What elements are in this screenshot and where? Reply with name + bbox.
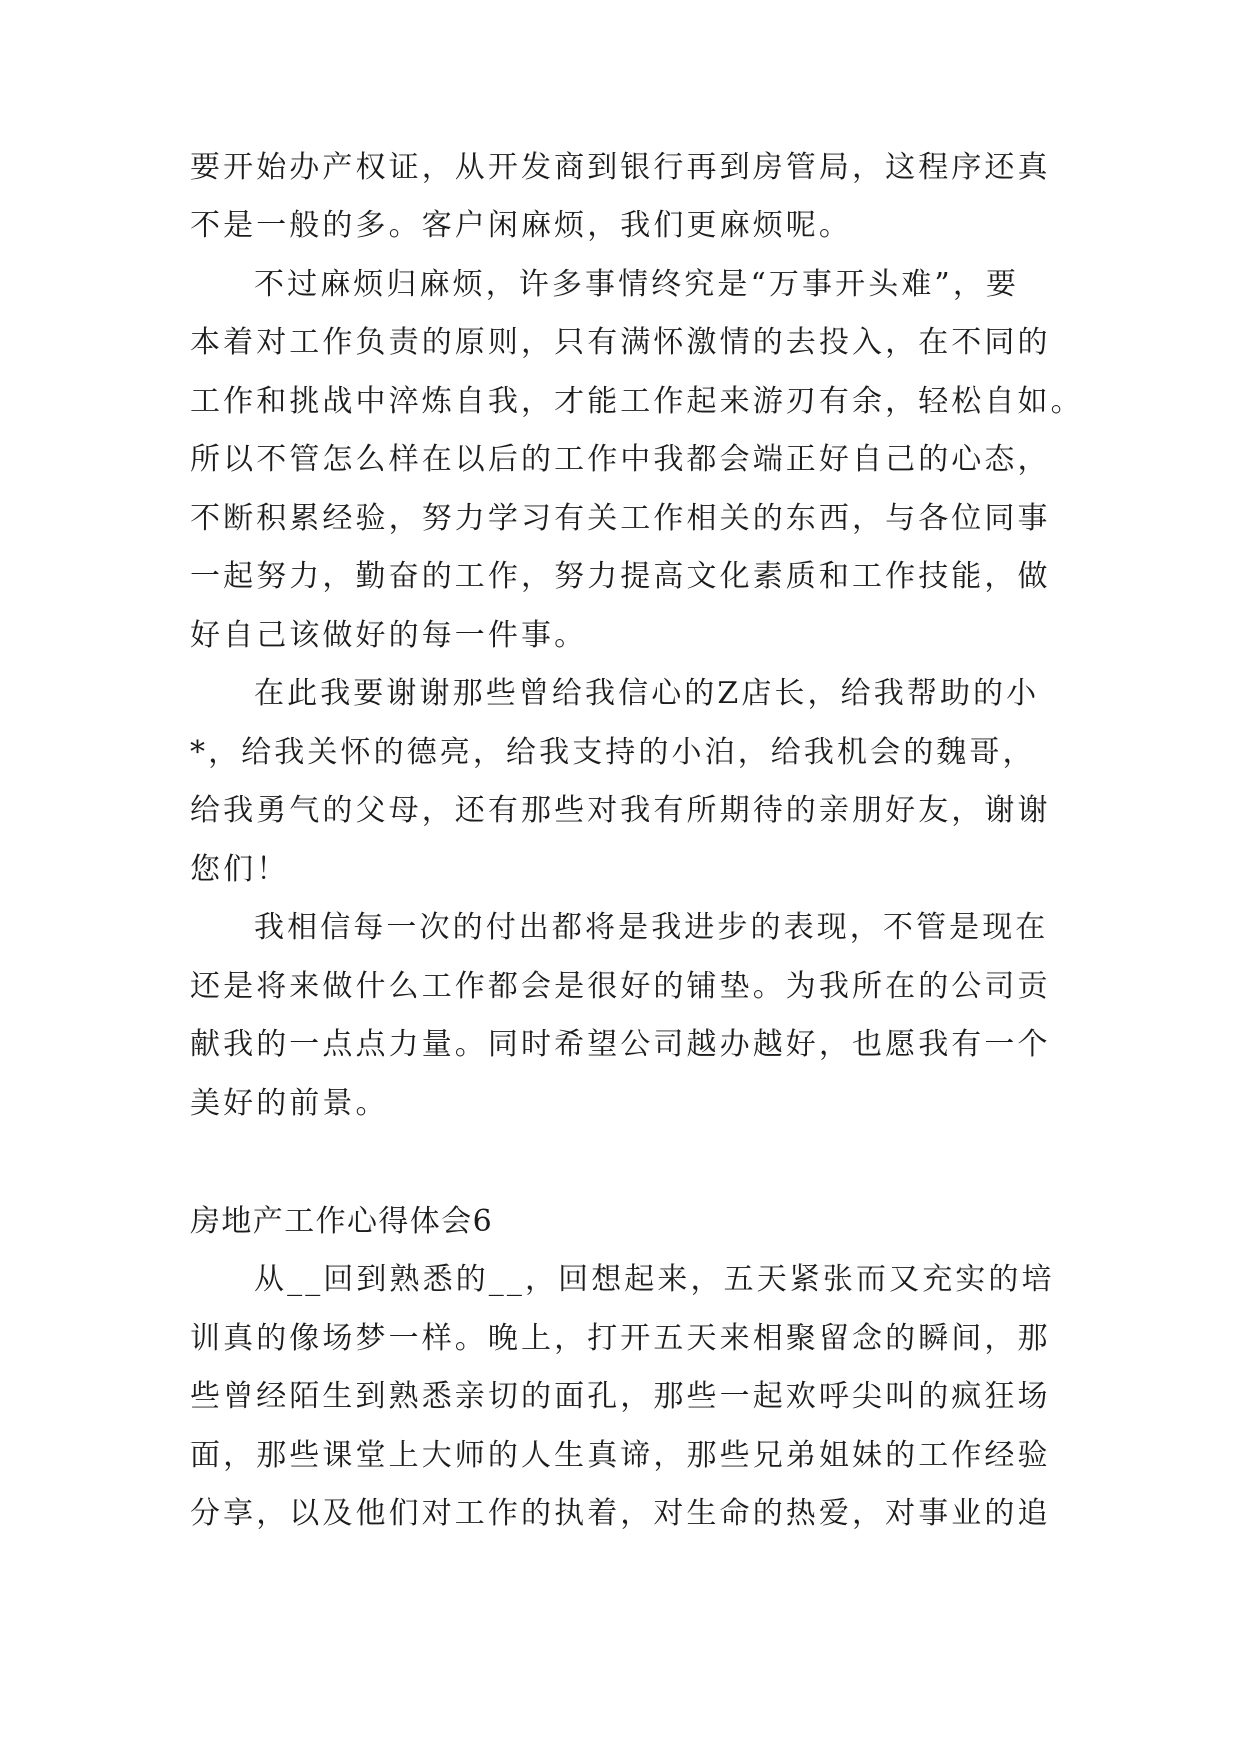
paragraph-line: *，给我关怀的德亮，给我支持的小泊，给我机会的魏哥， bbox=[190, 735, 1036, 770]
section-heading: 房地产工作心得体会6 bbox=[190, 1204, 494, 1239]
paragraph-line: 一起努力，勤奋的工作，努力提高文化素质和工作技能，做 bbox=[190, 559, 1051, 594]
paragraph-line: 不过麻烦归麻烦，许多事情终究是“万事开头难”，要 bbox=[254, 267, 1020, 302]
paragraph-line: 在此我要谢谢那些曾给我信心的Z店长，给我帮助的小 bbox=[254, 676, 1040, 711]
paragraph-line: 您们！ bbox=[190, 852, 290, 887]
paragraph-line: 分享，以及他们对工作的执着，对生命的热爱，对事业的追 bbox=[190, 1496, 1051, 1531]
paragraph-line: 面，那些课堂上大师的人生真谛，那些兄弟姐妹的工作经验 bbox=[190, 1438, 1051, 1473]
paragraph-line: 些曾经陌生到熟悉亲切的面孔，那些一起欢呼尖叫的疯狂场 bbox=[190, 1379, 1051, 1414]
paragraph-line: 要开始办产权证，从开发商到银行再到房管局，这程序还真 bbox=[190, 150, 1051, 185]
paragraph-line: 献我的一点点力量。同时希望公司越办越好，也愿我有一个 bbox=[190, 1027, 1051, 1062]
paragraph-line: 还是将来做什么工作都会是很好的铺垫。为我所在的公司贡 bbox=[190, 969, 1051, 1004]
paragraph-line: 美好的前景。 bbox=[190, 1086, 389, 1121]
paragraph-line: 从__回到熟悉的__，回想起来，五天紧张而又充实的培 bbox=[254, 1262, 1055, 1297]
paragraph-line: 本着对工作负责的原则，只有满怀激情的去投入，在不同的 bbox=[190, 325, 1051, 360]
paragraph-line: 我相信每一次的付出都将是我进步的表现，不管是现在 bbox=[254, 910, 1049, 945]
paragraph-line: 不断积累经验，努力学习有关工作相关的东西，与各位同事 bbox=[190, 501, 1051, 536]
paragraph-line: 给我勇气的父母，还有那些对我有所期待的亲朋好友，谢谢 bbox=[190, 793, 1051, 828]
paragraph-line: 不是一般的多。客户闲麻烦，我们更麻烦呢。 bbox=[190, 208, 852, 243]
paragraph-line: 所以不管怎么样在以后的工作中我都会端正好自己的心态， bbox=[190, 442, 1051, 477]
paragraph-line: 好自己该做好的每一件事。 bbox=[190, 618, 588, 653]
paragraph-line: 工作和挑战中淬炼自我，才能工作起来游刃有余，轻松自如。 bbox=[190, 384, 1084, 419]
paragraph-line: 训真的像场梦一样。晚上，打开五天来相聚留念的瞬间，那 bbox=[190, 1321, 1051, 1356]
